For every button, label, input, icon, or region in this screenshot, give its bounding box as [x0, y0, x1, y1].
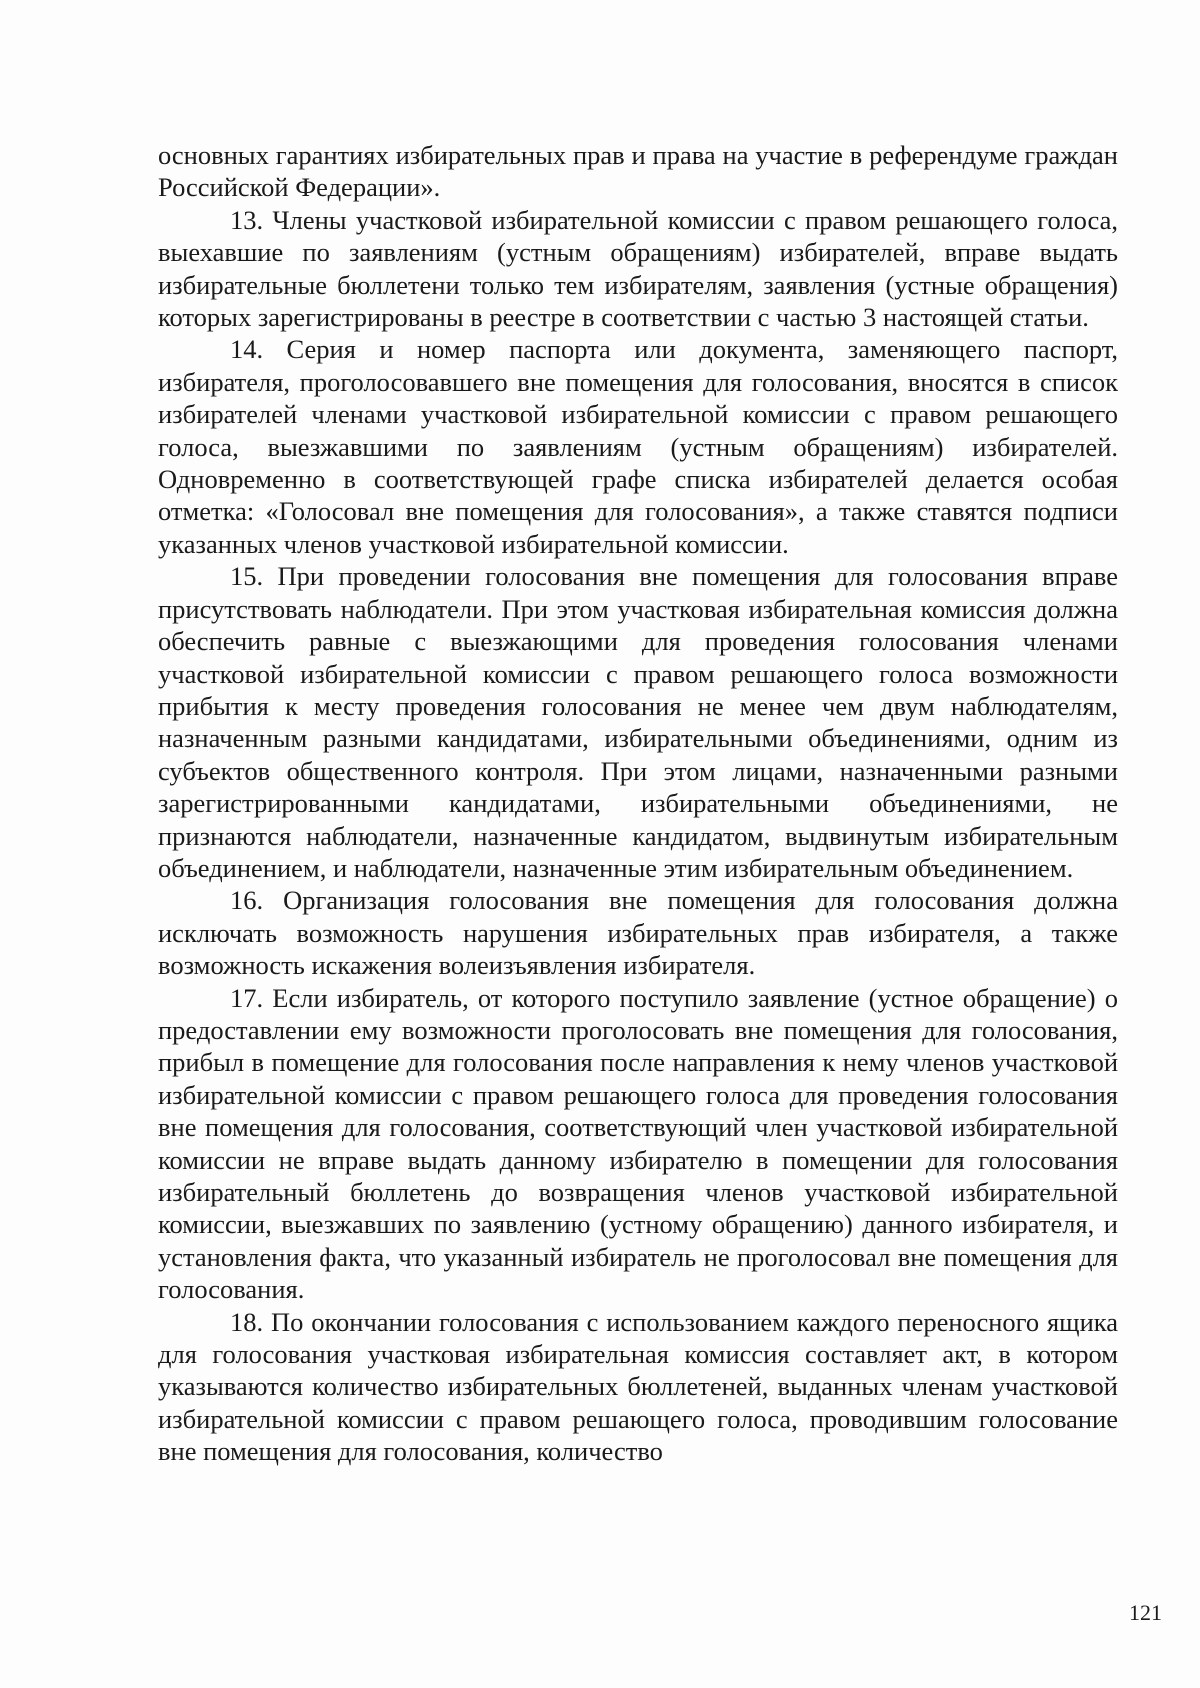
paragraph-item-13: 13. Члены участковой избирательной комиссии с правом решающего голоса, выехавшие по заявлениям (устным обращениям) избирателей, вправе выдать избирательные бюллетени только тем избирателям, заявления (устные обращения) которых зарегистрированы в реестре в соответствии с частью 3 настоящей статьи.	[158, 204, 1118, 333]
page-number: 121	[1129, 1600, 1162, 1625]
paragraph-continuation: основных гарантиях избирательных прав и права на участие в референдуме граждан Российской Федерации».	[158, 140, 1118, 203]
paragraph-item-16: 16. Организация голосования вне помещения для голосования должна исключать возможность нарушения избирательных прав избирателя, а также возможность искажения волеизъявления избирателя.	[158, 885, 1118, 981]
paragraph-item-15: 15. При проведении голосования вне помещения для голосования вправе присутствовать наблюдатели. При этом участковая избирательная комиссия должна обеспечить равные с выезжающими для проведения голосования членами участковой избирательной комиссии с правом решающего голоса возможности прибытия к месту проведения голосования не менее чем двум наблюдателям, назначенным разными кандидатами, избирательными объединениями, одним из субъектов общественного контроля. При этом лицами, назначенными разными зарегистрированными кандидатами, избирательными объединениями, не признаются наблюдатели, назначенные кандидатом, выдвинутым избирательным объединением, и наблюдатели, назначенные этим избирательным объединением.	[158, 561, 1118, 883]
paragraph-item-18: 18. По окончании голосования с использованием каждого переносного ящика для голосования участковая избирательная комиссия составляет акт, в котором указываются количество избирательных бюллетеней, выданных членам участковой избирательной комиссии с правом решающего голоса, проводившим голосование вне помещения для голосования, количество	[158, 1306, 1118, 1467]
paragraph-item-14: 14. Серия и номер паспорта или документа, заменяющего паспорт, избирателя, проголосовавшего вне помещения для голосования, вносятся в список избирателей членами участковой избирательной комиссии с правом решающего голоса, выезжавшими по заявлениям (устным обращениям) избирателей. Одновременно в соответствующей графе списка избирателей делается особая отметка: «Голосовал вне помещения для голосования», а также ставятся подписи указанных членов участковой избирательной комиссии.	[158, 334, 1118, 559]
document-body	[158, 139, 1118, 1468]
paragraph-item-17: 17. Если избиратель, от которого поступило заявление (устное обращение) о предоставлении ему возможности проголосовать вне помещения для голосования, прибыл в помещение для голосования после направления к нему членов участковой избирательной комиссии с правом решающего голоса для проведения голосования вне помещения для голосования, соответствующий член участковой избирательной комиссии не вправе выдать данному избирателю в помещении для голосования избирательный бюллетень до возвращения членов участковой избирательной комиссии, выезжавших по заявлению (устному обращению) данного избирателя, и установления факта, что указанный избиратель не проголосовал вне помещения для голосования.	[158, 982, 1118, 1305]
